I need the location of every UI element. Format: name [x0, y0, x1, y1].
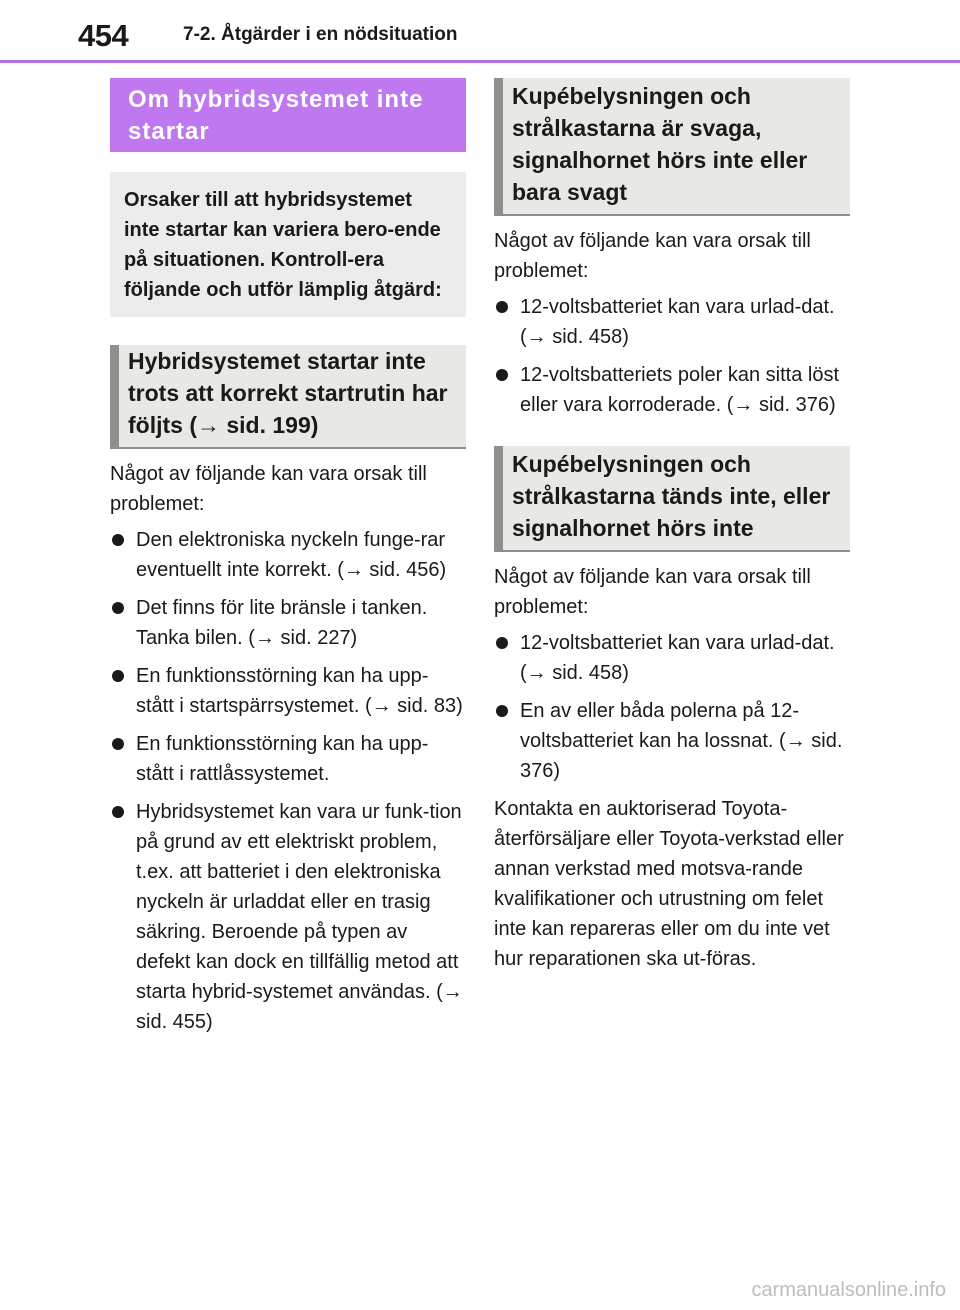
left-column: [110, 78, 466, 1045]
subhead-weak-lights: Kupébelysningen och strålkastarna är svaga, signalhornet hörs inte eller bara svagt: [494, 78, 850, 216]
lead-text: Något av följande kan vara orsak till problemet:: [494, 230, 811, 282]
list-item-text: Den elektroniska nyckeln funge-rar eventuellt inte korrekt. (→ sid. 456): [136, 529, 447, 581]
closing-paragraph: Kontakta en auktoriserad Toyota-återförsäljare eller Toyota-verkstad eller annan verkstad med motsva-rande kvalifikationer och utrustning om felet inte kan repareras eller om du inte vet hur reparationen ska ut-föras.: [494, 798, 844, 970]
bullet-list: [110, 525, 466, 1037]
page-number: 454: [78, 18, 129, 53]
list-item-text: Hybridsystemet kan vara ur funk-tion på grund av ett elektriskt problem, t.ex. att batteriet i den elektroniska nyckeln är urladdat eller en trasig säkring. Beroende på typen av defekt kan dock en tillfällig metod att starta hybrid-systemet användas. (→ sid. 455): [136, 801, 463, 1033]
list-item-text: En funktionsstörning kan ha upp-stått i startspärrsystemet. (→ sid. 83): [136, 665, 463, 717]
section-spacer: [494, 428, 850, 446]
bullet-dot-icon: [112, 602, 124, 614]
list-item-text: En av eller båda polerna på 12-voltsbatteriet kan ha lossnat. (→ sid. 376): [520, 700, 843, 782]
list-item: [110, 729, 466, 789]
section-title: 7-2. Åtgärder i en nödsituation: [183, 24, 458, 45]
list-item-text: 12-voltsbatteriet kan vara urlad-dat. (→ sid. 458): [520, 296, 835, 348]
list-item: [494, 292, 850, 352]
list-item-text: 12-voltsbatteriet kan vara urlad-dat. (→ sid. 458): [520, 632, 835, 684]
list-item-text: En funktionsstörning kan ha upp-stått i rattlåssystemet.: [136, 733, 429, 785]
bullet-dot-icon: [496, 301, 508, 313]
bullet-dot-icon: [496, 369, 508, 381]
bullet-dot-icon: [112, 738, 124, 750]
list-item: [110, 797, 466, 1037]
list-item: [110, 525, 466, 585]
subhead-start-failure: Hybridsystemet startar inte trots att korrekt startrutin har följts (→ sid. 199): [110, 345, 466, 449]
bullet-list: [494, 292, 850, 420]
bullet-dot-icon: [496, 705, 508, 717]
bullet-dot-icon: [112, 534, 124, 546]
bullet-list: [494, 628, 850, 786]
list-item: [110, 661, 466, 721]
intro-box: Orsaker till att hybridsystemet inte startar kan variera bero-ende på situationen. Kontroll-era följande och utför lämplig åtgärd:: [110, 172, 466, 317]
main-title: Om hybridsystemet inte startar: [110, 78, 466, 152]
bullet-dot-icon: [112, 806, 124, 818]
subhead-no-lights: Kupébelysningen och strålkastarna tänds inte, eller signalhornet hörs inte: [494, 446, 850, 552]
watermark: carmanualsonline.info: [751, 1279, 946, 1301]
list-item: [494, 360, 850, 420]
page-header: [0, 0, 960, 64]
list-item-text: Det finns för lite bränsle i tanken. Tanka bilen. (→ sid. 227): [136, 597, 428, 649]
bullet-dot-icon: [112, 670, 124, 682]
header-divider: [0, 60, 960, 63]
list-item: [494, 628, 850, 688]
list-item: [494, 696, 850, 786]
list-item: [110, 593, 466, 653]
bullet-dot-icon: [496, 637, 508, 649]
list-item-text: 12-voltsbatteriets poler kan sitta löst eller vara korroderade. (→ sid. 376): [520, 364, 840, 416]
right-column: [494, 78, 850, 974]
lead-text: Något av följande kan vara orsak till problemet:: [110, 463, 427, 515]
lead-text: Något av följande kan vara orsak till problemet:: [494, 566, 811, 618]
